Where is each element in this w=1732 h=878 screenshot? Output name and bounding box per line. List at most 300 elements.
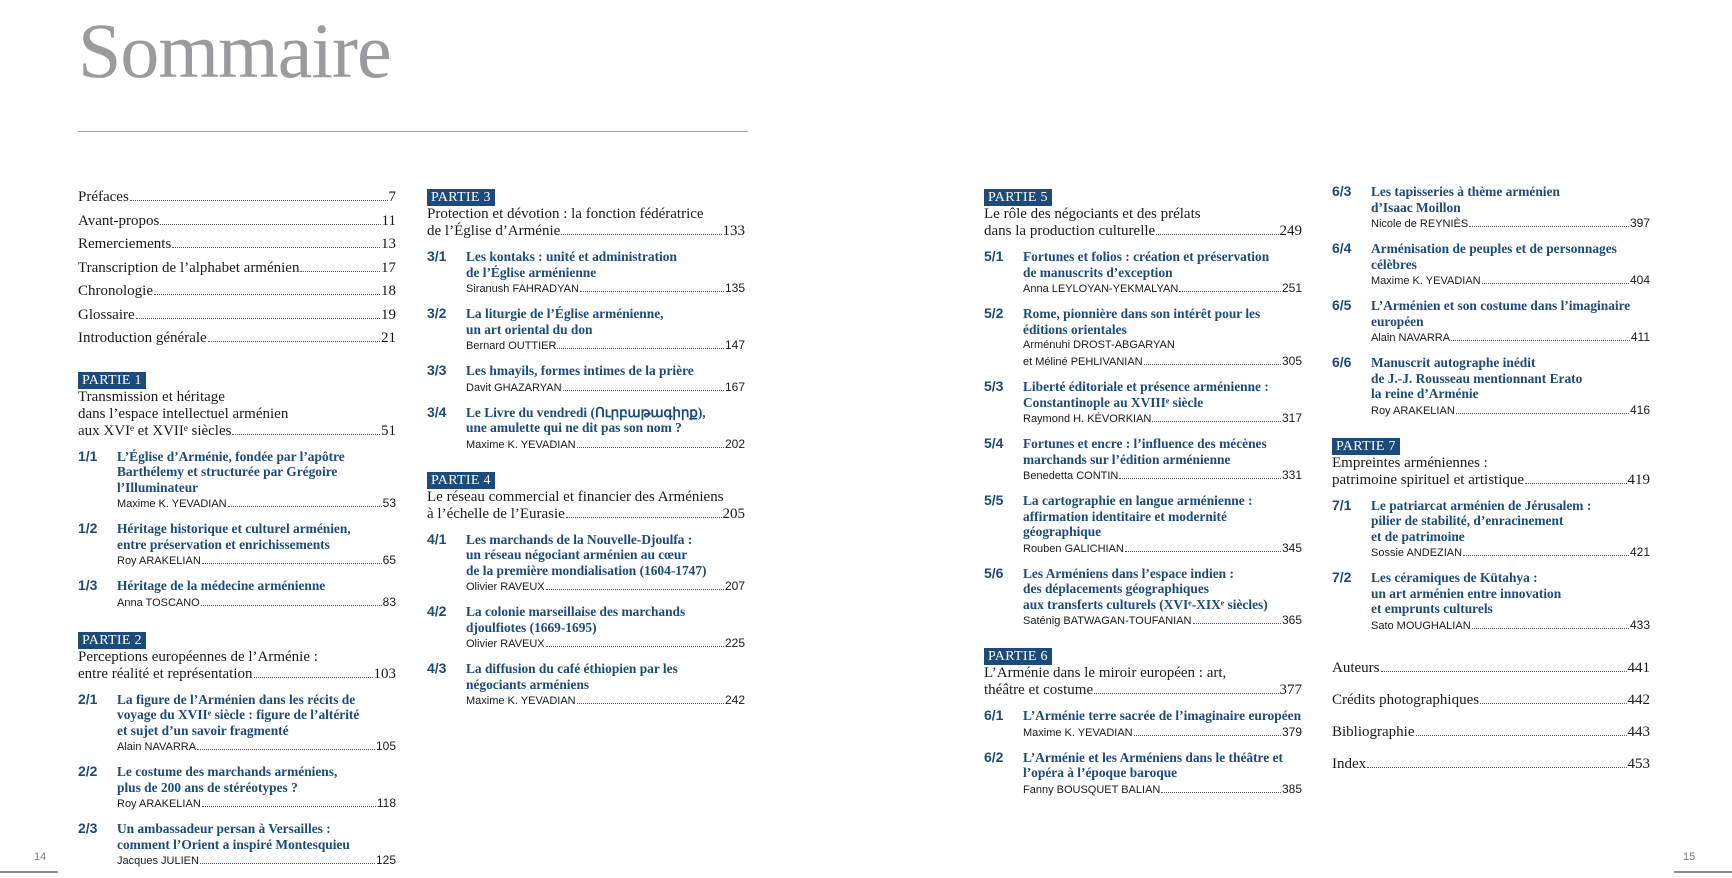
chapter-title-line: éditions orientales	[1023, 321, 1127, 337]
toc-column-3	[984, 188, 1302, 798]
author-line[interactable]	[1023, 467, 1302, 484]
author-line[interactable]	[1371, 329, 1650, 346]
chapter-title	[1371, 184, 1650, 215]
chapter-entry[interactable]	[984, 566, 1302, 630]
chapter-title	[1023, 750, 1302, 781]
dot-leader	[577, 446, 724, 448]
partie-badge: PARTIE 2	[78, 632, 146, 649]
chapter-author	[1023, 280, 1302, 297]
entry-label: Raymond H. KÉVORKIAN	[1023, 413, 1152, 425]
dot-leader	[1480, 702, 1626, 704]
chapter-title-line: plus de 200 ans de stéréotypes ?	[117, 779, 298, 795]
chapter-number: 1/1	[78, 447, 98, 464]
entry-label: Préfaces	[78, 189, 129, 205]
author-line[interactable]	[466, 578, 745, 595]
page-number: 125	[375, 853, 396, 867]
author-line[interactable]	[1023, 280, 1302, 297]
chapter-body	[1023, 379, 1302, 427]
chapter-author	[1371, 329, 1650, 346]
page-number: 202	[724, 436, 745, 451]
chapter-entry[interactable]	[984, 306, 1302, 370]
chapter-number: 5/2	[984, 305, 1004, 321]
back-matter-item[interactable]	[1332, 748, 1650, 780]
author-line[interactable]	[466, 436, 745, 453]
author-line[interactable]	[117, 852, 396, 869]
page-number: 147	[724, 338, 745, 352]
back-matter-list	[1332, 652, 1650, 780]
front-matter-item[interactable]	[78, 327, 396, 351]
dot-leader	[1381, 670, 1627, 672]
partie-title-last-line[interactable]	[78, 423, 396, 440]
chapter-title	[117, 578, 396, 594]
author-line[interactable]	[466, 635, 745, 652]
folio-left: 14	[34, 851, 47, 863]
chapter-number: 2/1	[78, 690, 98, 707]
chapter-author	[466, 379, 745, 396]
chapter-body	[1023, 249, 1302, 297]
author-line[interactable]	[1371, 402, 1650, 419]
author-line[interactable]	[1371, 617, 1650, 634]
author-line[interactable]	[1023, 724, 1302, 741]
chapter-entry[interactable]	[78, 821, 396, 869]
toc-column-2	[427, 188, 745, 709]
toc-column-4	[1332, 184, 1650, 780]
chapter-entry[interactable]	[1332, 355, 1650, 419]
page-number: 442	[1627, 691, 1650, 708]
chapter-number: 6/6	[1332, 354, 1352, 370]
chapter-author	[1371, 402, 1650, 419]
chapter-title-line: Les tapisseries à thème arménien	[1371, 184, 1560, 199]
back-matter-item[interactable]	[1332, 716, 1650, 748]
page-number: 365	[1281, 613, 1302, 627]
author-line[interactable]	[117, 495, 396, 512]
page-number: 453	[1627, 755, 1650, 772]
dot-leader	[577, 702, 724, 704]
partie-title-line: Le rôle des négociants et des prélats	[984, 206, 1201, 222]
author-line[interactable]	[1371, 215, 1650, 232]
chapter-number: 6/4	[1332, 240, 1352, 256]
chapter-title-line: géographique	[1023, 524, 1102, 539]
chapter-author	[1023, 724, 1302, 741]
chapter-entry[interactable]	[1332, 298, 1650, 346]
chapter-author	[466, 337, 745, 354]
entry-label: à l’échelle de l’Eurasie	[427, 505, 565, 522]
chapter-title-line: Rome, pionnière dans son intérêt pour les	[1023, 306, 1261, 321]
dot-leader	[566, 516, 722, 518]
chapter-title-line: une amulette qui ne dit pas son nom ?	[466, 420, 682, 435]
partie-section	[1332, 437, 1650, 634]
page-number: 317	[1281, 411, 1302, 425]
chapter-title-line: de la première mondialisation (1604-1747)	[466, 562, 707, 578]
page-number: 11	[381, 212, 396, 229]
page-number: 83	[382, 594, 396, 609]
dot-leader	[1156, 233, 1278, 235]
chapter-title	[1023, 566, 1302, 613]
chapter-title	[466, 604, 745, 635]
author-line[interactable]	[1023, 353, 1302, 370]
dot-leader	[1525, 482, 1626, 484]
entry-label: Bernard OUTTIER	[466, 340, 557, 352]
entry-label: Glossaire	[78, 306, 135, 323]
page-title: Sommaire	[78, 7, 391, 94]
entry-label: dans la production culturelle	[984, 223, 1156, 239]
chapter-number: 4/3	[427, 660, 447, 676]
chapter-title-line: et emprunts culturels	[1371, 601, 1493, 616]
author-line[interactable]	[1023, 540, 1302, 557]
entry-label: Maxime K. YEVADIAN	[1371, 275, 1481, 287]
chapter-entry[interactable]	[427, 363, 745, 396]
page-number: 441	[1627, 659, 1650, 676]
author-line[interactable]	[1023, 612, 1302, 629]
page-number: 135	[724, 281, 745, 295]
partie-section	[427, 188, 745, 453]
chapter-entry[interactable]	[984, 750, 1302, 798]
chapter-author	[466, 578, 745, 595]
page-number: 305	[1281, 354, 1302, 368]
entry-label: Siranush FAHRADYAN	[466, 283, 579, 295]
page-number: 242	[724, 693, 745, 707]
chapter-entry[interactable]	[984, 249, 1302, 297]
dot-leader	[228, 505, 382, 507]
entry-label: Bibliographie	[1332, 723, 1415, 740]
entry-label: Olivier RAVEUX	[466, 581, 545, 593]
partie-header	[984, 188, 1302, 206]
chapter-entry[interactable]	[1332, 570, 1650, 634]
chapter-number: 7/1	[1332, 496, 1352, 513]
partie-title-last-line[interactable]	[984, 682, 1302, 699]
chapter-title	[117, 521, 396, 552]
page-number: 21	[381, 330, 396, 346]
chapter-title-line: Les kontaks : unité et administration	[466, 249, 677, 264]
author-line[interactable]	[466, 379, 745, 396]
dot-leader	[172, 246, 380, 248]
page-number: 53	[382, 496, 396, 510]
chapter-entry[interactable]	[427, 532, 745, 596]
chapter-title-line: aux transferts culturels (XVIᵉ-XIXᵉ siècles)	[1023, 596, 1268, 612]
dot-leader	[546, 588, 724, 590]
chapter-author	[466, 635, 745, 652]
page-number: 433	[1629, 617, 1650, 632]
chapter-entry[interactable]	[78, 764, 396, 812]
chapter-entry[interactable]	[78, 692, 396, 756]
chapter-title	[1023, 379, 1302, 410]
partie-title-last-line[interactable]	[1332, 472, 1650, 489]
partie-title-line: Empreintes arméniennes :	[1332, 454, 1488, 471]
back-matter-item[interactable]	[1332, 652, 1650, 684]
entry-label: Rouben GALICHIAN	[1023, 542, 1124, 555]
dot-leader	[1193, 622, 1281, 624]
entry-label: Roy ARAKELIAN	[117, 555, 201, 567]
chapter-title-line: La cartographie en langue arménienne :	[1023, 493, 1253, 508]
entry-label: aux XVIᵉ et XVIIᵉ siècles	[78, 422, 232, 439]
dot-leader	[580, 290, 724, 292]
page-number: 419	[1627, 471, 1650, 488]
chapter-title	[466, 249, 745, 280]
chapter-title-line: Le costume des marchands arméniens,	[117, 764, 338, 779]
page-number: 379	[1281, 724, 1302, 739]
chapter-title	[1371, 298, 1650, 329]
chapter-title-line: La liturgie de l’Église arménienne,	[466, 306, 664, 321]
entry-label: Remerciements	[78, 236, 172, 252]
dot-leader	[202, 562, 382, 564]
chapter-body	[1371, 570, 1650, 634]
page-number: 249	[1279, 223, 1302, 239]
chapter-title	[1023, 306, 1302, 337]
chapter-title-line: Le patriarcat arménien de Jérusalem :	[1371, 497, 1592, 513]
chapter-author	[117, 852, 396, 869]
toc-column-1	[78, 186, 396, 869]
chapter-title-line: La figure de l’Arménien dans les récits de	[117, 691, 356, 707]
entry-label: Introduction générale	[78, 330, 207, 346]
chapter-number: 6/5	[1332, 297, 1352, 313]
chapter-number: 3/4	[427, 403, 447, 420]
page-number: 103	[373, 665, 396, 682]
dot-leader	[1469, 225, 1629, 227]
chapter-entry[interactable]	[427, 405, 745, 453]
chapter-title-line: Les Arméniens dans l’espace indien :	[1023, 565, 1234, 581]
chapter-body	[1023, 708, 1302, 741]
author-line[interactable]	[1023, 410, 1302, 427]
partie-title[interactable]	[427, 206, 745, 240]
chapter-title	[1371, 498, 1650, 545]
folio-rule-left	[0, 871, 58, 873]
chapter-entry[interactable]	[427, 604, 745, 652]
partie-section	[984, 647, 1302, 798]
chapter-author	[1023, 410, 1302, 427]
front-matter-item[interactable]	[78, 304, 396, 328]
chapter-number: 5/4	[984, 435, 1004, 451]
partie-badge: PARTIE 1	[78, 372, 146, 389]
entry-label: Roy ARAKELIAN	[117, 798, 201, 810]
author-line[interactable]	[117, 795, 396, 812]
partie-badge: PARTIE 6	[984, 648, 1052, 665]
chapter-author	[466, 280, 745, 297]
chapter-author	[1023, 781, 1302, 798]
chapter-author	[1023, 612, 1302, 629]
title-rule	[78, 131, 748, 132]
chapter-body	[1023, 436, 1302, 484]
partie-section	[984, 188, 1302, 629]
chapter-number: 4/2	[427, 603, 447, 619]
partie-header	[78, 371, 396, 389]
chapter-author	[466, 692, 745, 709]
author-line[interactable]	[466, 692, 745, 709]
entry-label: Alain NAVARRA	[117, 741, 197, 753]
chapter-title	[1371, 241, 1650, 272]
chapter-entry[interactable]	[427, 306, 745, 354]
chapter-entry[interactable]	[984, 708, 1302, 741]
chapter-entry[interactable]	[1332, 241, 1650, 289]
author-line: Arménuhi DROST-ABGARYAN	[1023, 339, 1175, 351]
author-line[interactable]	[117, 594, 396, 611]
chapter-title-line: un art oriental du don	[466, 321, 593, 337]
entry-label: Avant-propos	[78, 212, 160, 229]
author-line[interactable]	[466, 280, 745, 297]
author-line[interactable]	[1023, 781, 1302, 798]
chapter-number: 3/3	[427, 362, 447, 378]
dot-leader	[1472, 627, 1629, 629]
dot-leader	[1482, 282, 1629, 284]
chapter-author	[1023, 540, 1302, 557]
chapter-number: 6/3	[1332, 183, 1352, 199]
entry-label: Maxime K. YEVADIAN	[117, 498, 227, 510]
entry-label: Anna TOSCANO	[117, 596, 200, 609]
chapter-title-line: l’Illuminateur	[117, 479, 199, 495]
page-number: 421	[1629, 545, 1650, 559]
partie-title-last-line[interactable]	[984, 223, 1302, 240]
chapter-number: 4/1	[427, 530, 447, 547]
chapter-body	[1371, 184, 1650, 232]
chapter-entry[interactable]	[1332, 184, 1650, 232]
chapter-number: 6/1	[984, 707, 1004, 723]
chapter-title-line: négociants arméniens	[466, 676, 590, 692]
entry-label: Index	[1332, 755, 1367, 772]
chapter-title-line: Les céramiques de Kütahya :	[1371, 570, 1538, 585]
chapter-title-line: L’Arménien et son costume dans l’imaginaire	[1371, 298, 1631, 313]
dot-leader	[202, 805, 376, 807]
chapter-title	[466, 363, 745, 379]
chapter-title	[1023, 249, 1302, 280]
chapter-title	[1371, 570, 1650, 617]
chapter-entry[interactable]	[984, 379, 1302, 427]
chapter-entry[interactable]	[984, 436, 1302, 484]
chapter-title-line: L’Arménie et les Arméniens dans le théâtre et	[1023, 749, 1283, 765]
chapter-title-line: Un ambassadeur persan à Versailles :	[117, 821, 331, 836]
author-line[interactable]	[466, 337, 745, 354]
back-matter-item[interactable]	[1332, 684, 1650, 716]
chapter-title	[1023, 436, 1302, 467]
chapter-title-line: comment l’Orient a inspiré Montesquieu	[117, 836, 350, 852]
dot-leader	[561, 233, 721, 235]
entry-label: théâtre et costume	[984, 682, 1094, 698]
entry-label: Davit GHAZARYAN	[466, 381, 562, 394]
dot-leader	[201, 604, 382, 606]
chapter-author	[1371, 617, 1650, 634]
chapter-title-line: européen	[1371, 313, 1424, 329]
chapter-body	[1023, 750, 1302, 798]
front-matter-item[interactable]	[78, 186, 396, 210]
dot-leader	[1463, 554, 1629, 556]
dot-leader	[1179, 290, 1281, 292]
chapter-title-line: de l’Église arménienne	[466, 264, 597, 280]
entry-label: Saténig BATWAGAN-TOUFANIAN	[1023, 615, 1192, 627]
chapter-title-line: voyage du XVIIᵉ siècle : figure de l’altérité	[117, 707, 360, 722]
page-number: 7	[388, 189, 396, 205]
chapter-body	[1371, 241, 1650, 289]
partie-title[interactable]	[78, 389, 396, 440]
chapter-body	[466, 661, 745, 709]
partie-badge: PARTIE 5	[984, 189, 1052, 206]
page-number: 345	[1281, 540, 1302, 555]
partie-title[interactable]	[78, 649, 396, 683]
entry-label: entre réalité et représentation	[78, 665, 253, 682]
chapter-title-line: Barthélemy et structurée par Grégoire	[117, 464, 338, 479]
partie-title-last-line[interactable]	[427, 223, 745, 240]
chapter-number: 1/3	[78, 577, 98, 593]
author-line[interactable]	[1371, 544, 1650, 561]
page-number: 17	[381, 259, 396, 276]
front-matter-item[interactable]	[78, 233, 396, 257]
partie-title-line: Perceptions européennes de l’Arménie :	[78, 648, 318, 665]
chapter-title	[1023, 708, 1302, 724]
page-number: 13	[381, 236, 396, 252]
chapter-entry[interactable]	[78, 521, 396, 569]
entry-label: Crédits photographiques	[1332, 691, 1480, 708]
front-matter-item[interactable]	[78, 257, 396, 281]
partie-section	[1332, 184, 1650, 419]
front-matter-item[interactable]	[78, 280, 396, 304]
front-matter-item[interactable]	[78, 210, 396, 234]
chapter-author	[117, 738, 396, 755]
page-number: 443	[1627, 723, 1650, 740]
partie-title[interactable]	[1332, 455, 1650, 489]
partie-header	[427, 471, 745, 489]
partie-title[interactable]	[984, 206, 1302, 240]
chapter-title-line: Les marchands de la Nouvelle-Djoulfa :	[466, 531, 693, 547]
dot-leader	[136, 317, 380, 319]
chapter-body	[117, 821, 396, 869]
dot-leader	[1144, 363, 1281, 365]
partie-title-line: L’Arménie dans le miroir européen : art,	[984, 665, 1227, 681]
chapter-body	[466, 249, 745, 297]
partie-header	[427, 188, 745, 206]
chapter-title	[117, 764, 396, 795]
entry-label: Maxime K. YEVADIAN	[1023, 726, 1133, 739]
chapter-number: 2/3	[78, 820, 98, 836]
partie-title[interactable]	[984, 665, 1302, 699]
chapter-title	[1023, 493, 1302, 540]
page-number: 118	[376, 796, 396, 810]
page-number: 205	[722, 505, 745, 522]
chapter-title	[466, 405, 745, 436]
page-number: 19	[381, 306, 396, 323]
partie-title-line: dans l’espace intellectuel arménien	[78, 405, 289, 422]
dot-leader	[160, 223, 380, 225]
chapter-entry[interactable]	[984, 493, 1302, 557]
author-line[interactable]	[1371, 272, 1650, 289]
entry-label: et Méliné PEHLIVANIAN	[1023, 356, 1143, 368]
dot-leader	[254, 676, 373, 678]
chapter-entry[interactable]	[427, 661, 745, 709]
chapter-author	[117, 795, 396, 812]
chapter-body	[1371, 298, 1650, 346]
dot-leader	[232, 433, 380, 435]
chapter-body	[466, 604, 745, 652]
partie-title-last-line[interactable]	[427, 506, 745, 523]
chapter-title-line: Fortunes et encre : l’influence des mécènes	[1023, 436, 1267, 451]
chapter-title-line: des déplacements géographiques	[1023, 581, 1209, 596]
partie-title[interactable]	[427, 489, 745, 523]
chapter-title-line: affirmation identitaire et modernité	[1023, 508, 1227, 524]
author-line[interactable]	[117, 738, 396, 755]
chapter-entry[interactable]	[427, 249, 745, 297]
partie-section	[78, 631, 396, 870]
partie-title-last-line[interactable]	[78, 666, 396, 683]
page-number: 404	[1629, 273, 1650, 287]
entry-label: Maxime K. YEVADIAN	[466, 438, 576, 451]
chapter-entry[interactable]	[78, 578, 396, 611]
dot-leader	[1367, 766, 1626, 768]
chapter-entry[interactable]	[1332, 498, 1650, 562]
chapter-title-line: et sujet d’un savoir fragmenté	[117, 722, 289, 738]
entry-label: Chronologie	[78, 283, 153, 299]
chapter-title-line: de J.-J. Rousseau mentionnant Erato	[1371, 370, 1583, 386]
chapter-number: 3/2	[427, 305, 447, 321]
chapter-entry[interactable]	[78, 449, 396, 513]
author-line[interactable]	[117, 552, 396, 569]
page-number: 167	[724, 379, 745, 394]
entry-label: Fanny BOUSQUET BALIAN	[1023, 783, 1161, 796]
